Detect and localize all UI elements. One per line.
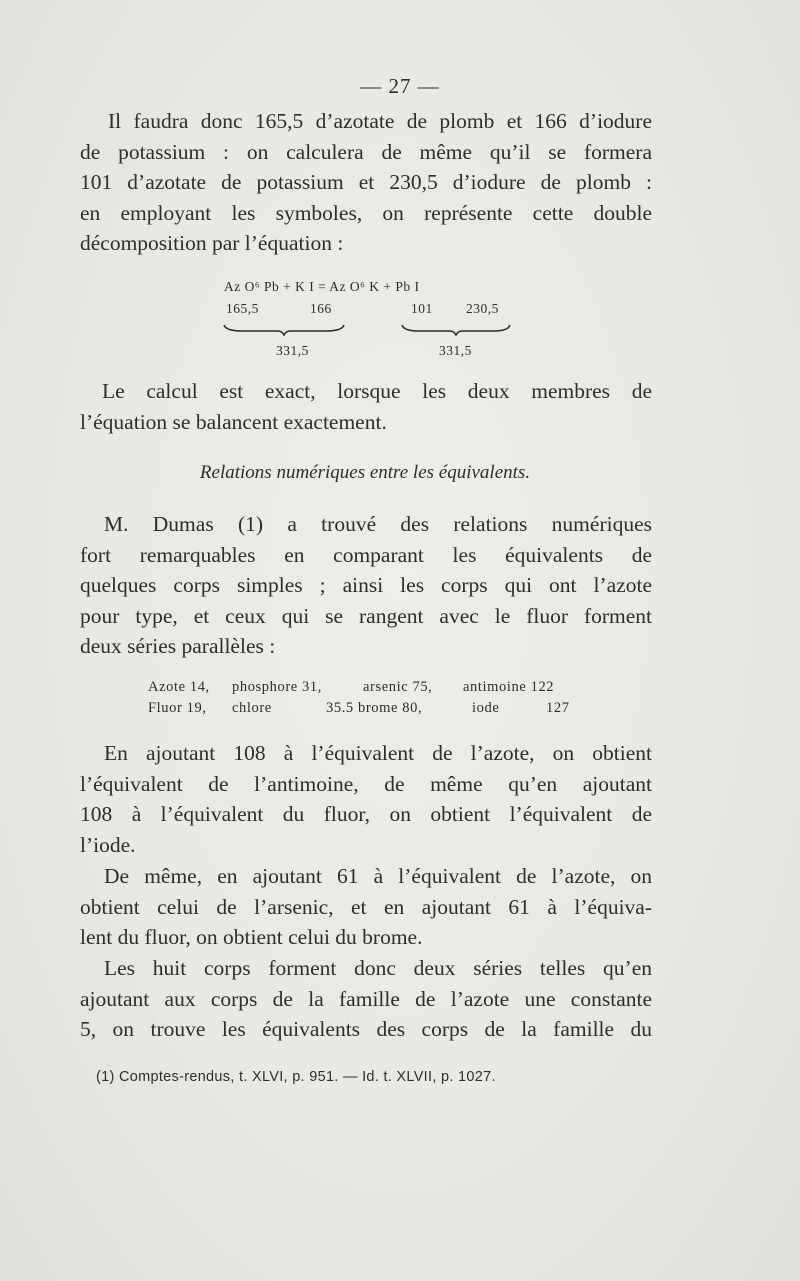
equation-value: 101 xyxy=(411,301,433,316)
right-brace xyxy=(400,322,512,336)
text-line: fort remarquables en comparant les équivalents de xyxy=(80,542,652,567)
text-line: Il faudra donc 165,5 d’azotate de plomb et 166 d’iodure xyxy=(108,109,652,133)
text-line: M. Dumas (1) a trouvé des relations numériques xyxy=(104,512,652,536)
series-cell: phosphore 31, xyxy=(232,679,322,695)
text-line: pour type, et ceux qui se rangent avec le fluor forment xyxy=(80,603,652,628)
text-line: l’équivalent de l’antimoine, de même qu’en ajoutant xyxy=(80,771,652,796)
text-line: quelques corps simples ; ainsi les corps qui ont l’azote xyxy=(80,573,652,597)
text-line: 108 à l’équivalent du fluor, on obtient l’équivalent de xyxy=(80,802,652,826)
text-line: Le calcul est exact, lorsque les deux membres de xyxy=(102,379,652,403)
equation-sum-left: 331,5 xyxy=(276,343,309,358)
footnote: (1) Comptes-rendus, t. XLVI, p. 951. — Id. t. XLVII, p. 1027. xyxy=(96,1069,496,1085)
text-line: 101 d’azotate de potassium et 230,5 d’iodure de plomb : xyxy=(80,170,652,194)
equation-value: 166 xyxy=(310,301,332,316)
text-line: lent du fluor, on obtient celui du brome. xyxy=(80,925,423,949)
text-line: l’iode. xyxy=(80,832,136,857)
text-line: de potassium : on calculera de même qu’il se formera xyxy=(80,139,652,164)
series-cell: 127 xyxy=(546,700,570,716)
section-heading: Relations numériques entre les équivalents. xyxy=(199,462,531,483)
paragraph-4 xyxy=(80,738,652,860)
series-cell: 35.5 brome 80, xyxy=(326,700,423,716)
equation-sum-right: 331,5 xyxy=(439,343,472,358)
equation-value: 165,5 xyxy=(226,301,259,316)
page-number: — 27 — xyxy=(360,74,440,98)
text-line: en employant les symboles, on représente cette double xyxy=(80,200,652,225)
paragraph-5 xyxy=(80,861,652,953)
series-cell: arsenic 75, xyxy=(363,679,433,695)
series-cell: chlore xyxy=(232,700,272,716)
text-line: 5, on trouve les équivalents des corps de la famille du xyxy=(80,1017,652,1041)
text-line: l’équation se balancent exactement. xyxy=(80,409,387,434)
paragraph-1 xyxy=(80,106,652,259)
equation-value: 230,5 xyxy=(466,301,499,316)
paragraph-3 xyxy=(80,509,652,662)
series-cell: Fluor 19, xyxy=(148,700,207,716)
paragraph-2 xyxy=(80,376,652,437)
equation-formula: Az O⁶ Pb + K I = Az O⁶ K + Pb I xyxy=(224,279,420,294)
series-cell: antimoine 122 xyxy=(463,679,555,695)
left-brace xyxy=(222,322,346,336)
text-line: deux séries parallèles : xyxy=(80,634,276,658)
text-line: Les huit corps forment donc deux séries telles qu’en xyxy=(104,956,652,980)
text-line: obtient celui de l’arsenic, et en ajoutant 61 à l’équiva- xyxy=(80,894,652,919)
text-line: ajoutant aux corps de la famille de l’azote une constante xyxy=(80,986,652,1011)
paragraph-6 xyxy=(80,953,652,1045)
text-line: De même, en ajoutant 61 à l’équivalent de l’azote, on xyxy=(104,864,652,888)
series-cell: iode xyxy=(472,700,500,716)
text-line: En ajoutant 108 à l’équivalent de l’azote, on obtient xyxy=(104,741,652,765)
series-cell: Azote 14, xyxy=(148,679,210,695)
text-line: décomposition par l’équation : xyxy=(80,231,344,255)
